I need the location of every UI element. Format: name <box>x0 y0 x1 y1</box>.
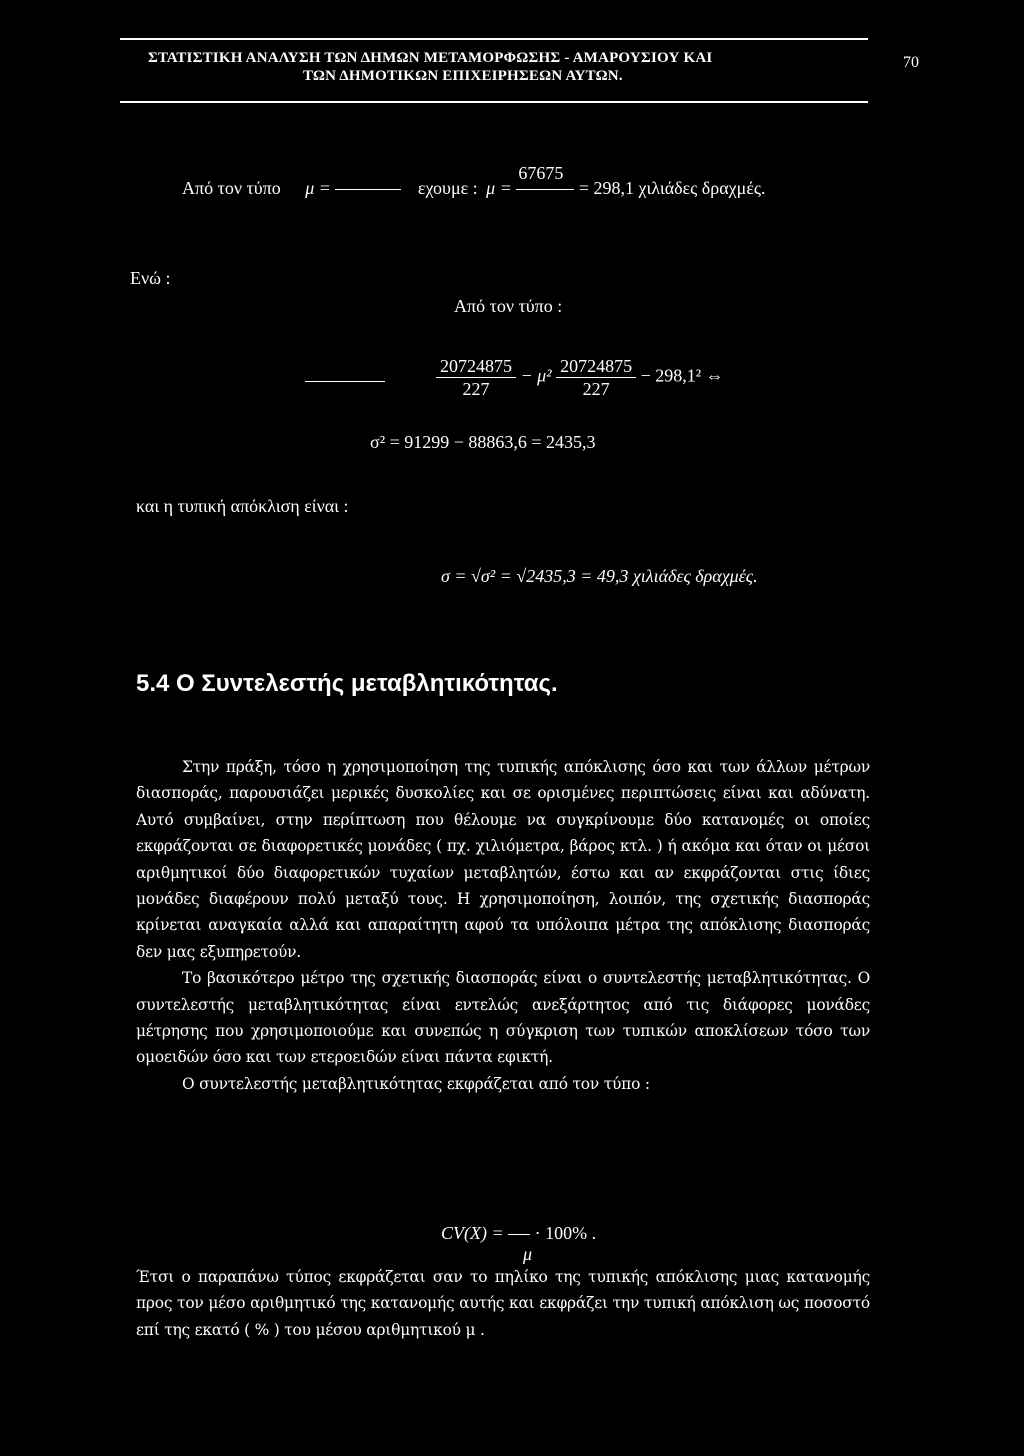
variance-left-bar <box>305 381 385 382</box>
closing-text <box>136 1264 870 1343</box>
mu-eq-1: μ = <box>305 178 331 198</box>
variance-tail: − 298,1² ⇔ <box>640 365 724 386</box>
paragraph-3: Ο συντελεστής μεταβλητικότητας εκφράζεται από τον τύπο : <box>182 1074 650 1093</box>
sigma-squared-line: σ² = 91299 − 88863,6 = 2435,3 <box>370 432 596 452</box>
stddev-formula: σ = √σ² = √2435,3 = 49,3 χιλιάδες δραχμές. <box>441 566 758 586</box>
cv-fraction-bar <box>508 1234 530 1235</box>
mean-result: = 298,1 χιλιάδες δραχμές. <box>578 178 766 198</box>
frac-b-den: 227 <box>582 379 610 399</box>
cv-rhs: · 100% . <box>534 1223 597 1243</box>
fraction-bar-1 <box>335 189 401 190</box>
header-title-line1: ΣΤΑΤΙΣΤΙΚΗ ΑΝΑΛΥΣΗ ΤΩΝ ΔΗΜΩΝ ΜΕΤΑΜΟΡΦΩΣΗΣ - ΑΜΑΡΟΥΣΙΟΥ ΚΑΙ <box>148 50 713 66</box>
mean-middle: εχουμε : <box>417 178 478 198</box>
header-title-line2: ΤΩΝ ΔΗΜΟΤΙΚΩΝ ΕΠΙΧΕΙΡΗΣΕΩΝ ΑΥΤΩΝ. <box>303 68 623 84</box>
body-text <box>136 754 870 1097</box>
variance-formula <box>436 355 724 400</box>
cv-formula <box>441 1223 596 1244</box>
frac-b-num: 20724875 <box>556 355 636 378</box>
mean-intro: Από τον τύπο <box>182 178 281 198</box>
header-bottom-rule <box>120 101 868 103</box>
paragraph-1: Στην πράξη, τόσο η χρησιμοποίηση της τυπικής απόκλισης όσο και των άλλων μέτρων διασποράς, παρουσιάζει μερικές δυσκολίες και σε ορισμένες περιπτώσεις είναι και αδύνατη. Αυτό συμβαίνει, στην περίπτωση που θέλουμε να συγκρίνουμε δύο κατανομές οι οποίες εκφράζονται σε διαφορετικές μονάδες ( πχ. χιλιόμετρα, βάρος κτλ. ) ή ακόμα και όταν οι μέσοι αριθμητικοί δύο διαφορετικών τυχαίων μεταβλητών, έστω και αν εκφράζονται στις ίδιες μονάδες διαφέρουν πολύ μεταξύ τους. Η χρησιμοποίηση, λοιπόν, της σχετικής διασποράς κρίνεται αναγκαία αλλά και απαραίτητη αφού τα υπόλοιπα μέτρα της απόκλισης διασποράς δεν μας εξυπηρετούν. <box>136 758 870 961</box>
fraction-b <box>556 355 636 400</box>
cv-lhs: CV(X) = <box>441 1223 504 1243</box>
page-number: 70 <box>903 54 919 71</box>
paragraph-2: Το βασικότερο μέτρο της σχετικής διασποράς είναι ο συντελεστής μεταβλητικότητας. Ο συντελεστής μεταβλητικότητας είναι εντελώς ανεξάρτητος από τις διάφορες μονάδες μέτρησης που χρησιμοποιούμε και συνεπώς η σύγκριση των τυπικών αποκλίσεων τόσο των ομοειδών όσο και των ετεροειδών είναι πάντα εφικτή. <box>136 969 870 1067</box>
cv-denominator: μ <box>523 1244 533 1264</box>
frac-a-den: 227 <box>462 379 490 399</box>
closing-paragraph: Έτσι ο παραπάνω τύπος εκφράζεται σαν το πηλίκο της τυπικής απόκλισης μιας κατανομής προς τον μέσο αριθμητικό της κατανομής αυτής και εκφράζει την τυπική απόκλιση ως ποσοστό επί της εκατό ( % ) του μέσου αριθμητικού μ . <box>136 1268 870 1339</box>
mean-formula <box>182 163 766 199</box>
fraction-67675 <box>516 163 574 190</box>
section-heading: 5.4 Ο Συντελεστής μεταβλητικότητας. <box>136 670 558 697</box>
label-while: Ενώ : <box>130 268 171 288</box>
frac-a-num: 20724875 <box>436 355 516 378</box>
mu-eq-2: μ = <box>486 178 512 198</box>
minus-mu-squared: − μ² <box>520 365 552 386</box>
header-top-rule <box>120 38 868 40</box>
mean-numerator: 67675 <box>518 163 564 184</box>
stddev-label: και η τυπική απόκλιση είναι : <box>136 496 349 516</box>
label-from-formula: Από τον τύπο : <box>454 296 563 316</box>
fraction-a <box>436 355 516 400</box>
